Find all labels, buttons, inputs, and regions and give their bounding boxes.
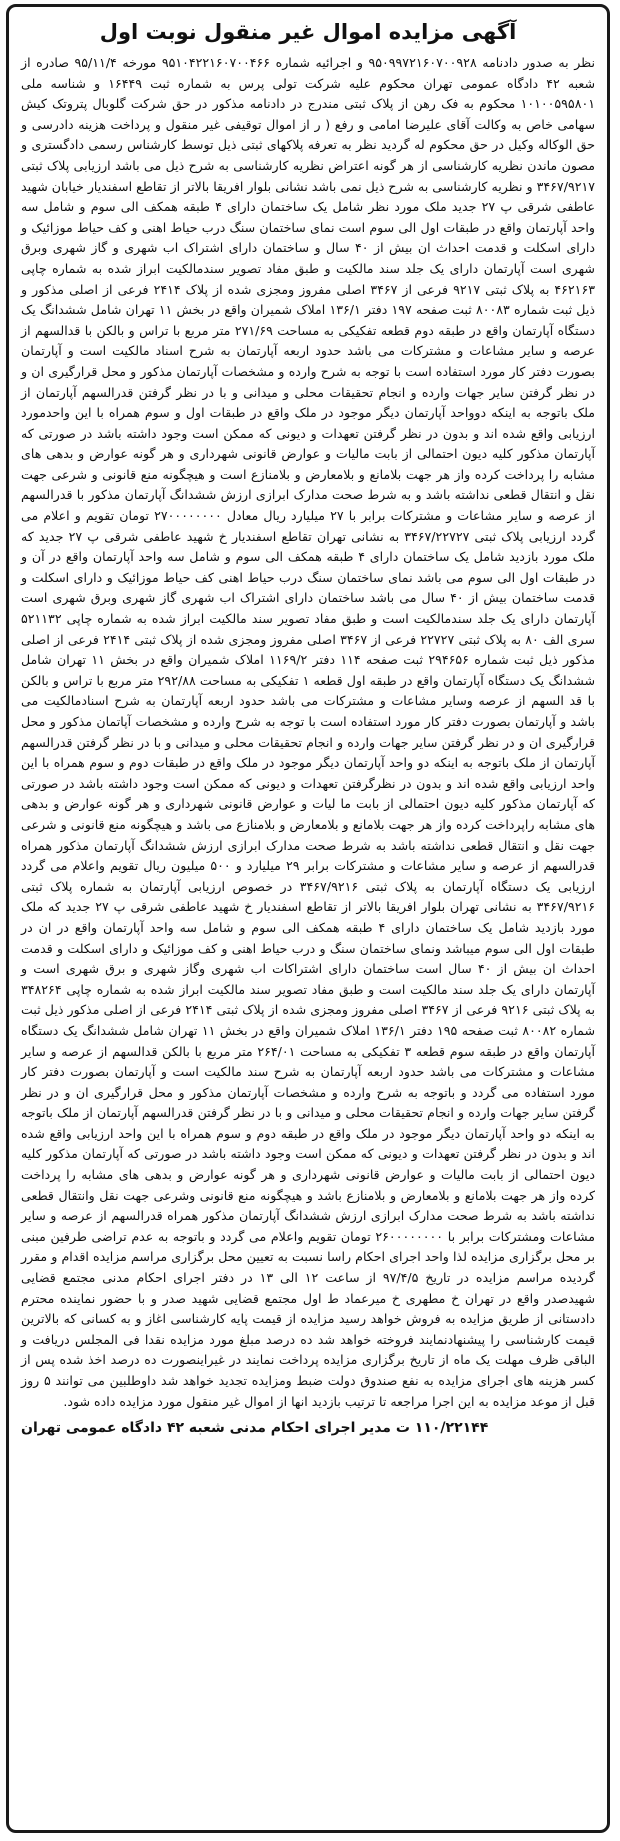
notice-body — [21, 53, 595, 1412]
auction-notice — [6, 4, 610, 1833]
notice-paragraph: نظر به صدور دادنامه ۹۵۰۹۹۷۲۱۶۰۷۰۰۹۲۸ و اجرائیه شماره ۹۵۱۰۴۲۲۱۶۰۷۰۰۴۶۶ مورخه ۹۵/۱۱/۴ صادره از شعبه ۴۲ دادگاه عمومی تهران محکوم علیه شرکت تولی پرس به شماره ثبت ۱۶۴۴۹ و شناسه ملی ۱۰۱۰۰۵۹۵۸۰۱ محکوم به فک رهن از پلاک ثبتی مندرج در دادنامه مذکور در حق شرکت گلوبال پتروتک کیش سهامی خاص به وکالت آقای علیرضا امامی و رفع ( ر از اموال توقیفی غیر منقول و پرداخت هزینه دادرسی و حق الوکاله وکیل در حق محکوم له گردید نظر به تعرفه پلاکهای ثبتی ذیل توسط کارشناس رسمی دادگستری و مصون ماندن نظریه کارشناسی از هر گونه اعتراض نظریه کارشناسی به شرح ذیل می باشد ارزیابی پلاک ثبتی ۳۴۶۷/۹۲۱۷ و نظریه کارشناسی به شرح ذیل نمی باشد نشانی بلوار افریقا بالاتر از تقاطع اسفندیار خیابان شهید عاطفی شرقی پ ۲۷ جدید ملک مورد نظر شامل یک ساختمان دارای ۴ طبقه همکف الی سوم و شامل سه واحد آپارتمان واقع در طبقات اول الی سوم است نمای ساختمان سنگ درب حیاط اهنی و کف حیاط موزائیک و دارای اسکلت و قدمت احداث ان بیش از ۴۰ سال و ساختمان دارای اشتراک اب شهری و گاز شهری وبرق شهری است آپارتمان دارای یک جلد سند مالکیت و طبق مفاد تصویر سندمالکیت ابراز شده به شماره چاپی ۴۶۲۱۶۳ به پلاک ثبتی ۹۲۱۷ فرعی از ۳۴۶۷ اصلی مفروز ومجزی شده از پلاک ۲۴۱۴ فرعی از اصلی مذکور و ذیل ثبت شماره ۸۰۰۸۳ ثبت صفحه ۱۹۷ دفتر ۱۳۶/۱ املاک شمیران واقع در بخش ۱۱ تهران شامل ششدانگ یک دستگاه آپارتمان واقع در طبقه دوم قطعه تفکیکی به مساحت ۲۷۱/۶۹ متر مربع با تراس و بالکن با قدالسهم از عرصه و سایر مشاعات و مشترکات می باشد حدود اربعه آپارتمان به شرح اسناد مالکیت است و آپارتمان بصورت دفتر کار مورد استفاده است با توجه به شرح وارده و مشخصات آپارتمان مذکور و محل قرارگیری ان و در نظر گرفتن سایر جهات وارده و انجام تحقیقات محلی و میدانی و با در نظر گرفتن قدرالسهم آپارتمان از ملک باتوجه به اینکه دوواحد آپارتمان دیگر موجود در ملک واقع در طبقات اول و سوم همراه با این واحدمورد ارزیابی واقع شده اند و بدون در نظر گرفتن تعهدات و دیونی که ممکن است وجود داشته باشد در صورتی که آپارتمان مذکور کلیه دیون احتمالی از بابت مالیات و عوارض قانونی شهرداری و هر گونه عوارض و بدهی های مشابه را پرداخت کرده واز هر جهت بلامانع و بلامعارض و بلامنازع است و هیچگونه منع قانونی و شرعی جهت نقل و انتقال قطعی نداشته باشد و به شرط صحت مدارک ابرازی ارزش ششدانگ آپارتمان مذکور با قدرالسهم از عرصه و سایر مشاعات و مشترکات برابر با ۲۷ میلیارد ریال معادل ۲۷۰۰۰۰۰۰۰۰ تومان تقویم و اعلام می گردد ارزیابی پلاک ثبتی ۳۴۶۷/۲۲۷۲۷ به نشانی تهران تقاطع اسفندیار خ شهید عاطفی شرقی پ ۲۷ جدید که ملک مورد بازدید شامل یک ساختمان دارای ۴ طبقه همکف الی سوم و شامل سه واحد آپارتمان واقع در آن و در طبقات اول الی سوم می باشد نمای ساختمان سنگ درب حیاط اهنی کف حیاط موزائیک و دارای اسکلت و قدمت ساختمان بیش از ۴۰ سال می باشد ساختمان دارای اشتراک اب شهری گاز شهری وبرق شهری است آپارتمان دارای یک جلد سندمالکیت است و طبق مفاد تصویر سند مالکیت ابراز شده به شماره چاپی ۵۲۱۱۳۲ سری الف ۸۰ به پلاک ثبتی ۲۲۷۲۷ فرعی از ۳۴۶۷ اصلی مفروز ومجزی شده از پلاک ثبتی ۲۴۱۴ فرعی از اصلی مذکور ذیل ثبت شماره ۲۹۴۶۵۶ ثبت صفحه ۱۱۴ دفتر ۱۱۶۹/۲ املاک شمیران واقع در بخش ۱۱ تهران شامل ششدانگ یک دستگاه آپارتمان واقع در طبقه اول قطعه ۱ تفکیکی به مساحت ۲۹۲/۸۸ متر مربع با تراس و بالکن با قد السهم از عرصه وسایر مشاعات و مشترکات می باشد حدود اربعه آپارتمان به شرح اسنادمالکیت می باشد و آپارتمان بصورت دفتر کار مورد استفاده است با توجه به شرح وارده و مشخصات آپاتمان مذکور و محل قرارگیری ان و در نظر گرفتن سایر جهات وارده و انجام تحقیقات محلی و میدانی و با در نظر گرفتن قدرالسهم آپارتمان از ملک باتوجه به اینکه دو واحد آپارتمان دیگر موجود در ملک واقع در طبقات دوم و سوم همراه با این واحد ارزیابی واقع شده اند و بدون در نظرگرفتن تعهدات و دیونی که ممکن است وجود داشته باشد در صورتی که آپارتمان مذکور کلیه دیون احتمالی از بابت ما لیات و عوارض قانونی شهرداری و هر گونه عوارض و بدهی های مشابه راپرداخت کرده واز هر جهت بلامانع و بلامعارض و بلامنازع می باشد و هیچگونه منع قانونی و شرعی جهت نقل و انتقال قطعی نداشته باشد به شرط صحت مدارک ابرازی ارزش ششدانگ آپارتمان مذکور همراه قدرالسهم از عرصه و سایر مشاعات و مشترکات برابر ۲۹ میلیارد و ۵۰۰ میلیون ریال تقویم واعلام می گردد ارزیابی یک دستگاه آپارتمان به پلاک ثبتی ۳۴۶۷/۹۲۱۶ در خصوص ارزیابی آپارتمان به شماره پلاک ثبتی ۳۴۶۷/۹۲۱۶ به نشانی تهران بلوار افریقا بالاتر از تقاطع اسفندیار خ شهید عاطفی شرقی پ ۲۷ جدید که ملک مورد بازدید شامل یک ساختمان دارای ۴ طبقه همکف الی سوم و شامل سه واحد آپارتمان واقع در ان در طبقات اول الی سوم میباشد ونمای ساختمان سنگ و درب حیاط اهنی و کف موزائیک و دارای اسکلت و قدمت احداث ان بیش از ۴۰ سال است ساختمان دارای اشتراکات اب شهری وگاز شهری و برق شهری است و آپارتمان دارای یک جلد سند مالکیت است و طبق مفاد تصویر سند مالکیت ابراز شده به شماره چاپی ۳۴۸۲۶۴ به پلاک ثبتی ۹۲۱۶ فرعی از ۳۴۶۷ اصلی مفروز ومجزی شده از پلاک ثبتی ۲۴۱۴ فرعی از اصلی مذکور ذیل ثبت شماره ۸۰۰۸۲ ثبت صفحه ۱۹۵ دفتر ۱۳۶/۱ املاک شمیران واقع در بخش ۱۱ تهران شامل ششدانگ یک دستگاه آپارتمان واقع در طبقه سوم قطعه ۳ تفکیکی به مساحت ۲۶۴/۰۱ متر مربع با بالکن قدالسهم از عرصه و سایر مشاعات و مشترکات می باشد حدود اربعه آپارتمان به شرح سند مالکیت است و آپارتمان بصورت دفتر کار مورد استفاده می گردد و باتوجه به شرح وارده و مشخصات آپارتمان مذکور و محل قرارگیری ان و در نظر گرفتن سایر جهات وارده و انجام تحقیقات محلی و میدانی و با در نظر گرفتن قدرالسهم آپارتمان از ملک باتوجه به اینکه دو واحد آپارتمان دیگر موجود در ملک واقع در طبقه دوم و سوم همراه با این واحد ارزیابی واقع شده اند و بدون در نظر گرفتن تعهدات و دیونی که ممکن است وجود داشته باشد در صورتی که آپارتمان مذکور کلیه دیون احتمالی از بابت مالیات و عوارض قانونی شهرداری و هر گونه عوارض و بدهی های مشابه را پرداخت کرده واز هر جهت بلامانع و بلامعارض و بلامنازع باشد و هیچگونه منع قانونی وشرعی جهت نقل وانتقال قطعی نداشته باشد به شرط صحت مدارک ابرازی ارزش ششدانگ آپارتمان مذکور همراه قدرالسهم از عرصه و سایر مشاعات ومشترکات برابر با ۲۶۰۰۰۰۰۰۰۰ تومان تقویم واعلام می گردد و باتوجه به عدم تراضی طرفین مبنی بر محل برگزاری مزایده لذا واحد اجرای احکام راسا نسبت به تعیین محل برگزاری مراسم مزایده اقدام و مقرر گردیده مراسم مزایده در تاریخ ۹۷/۴/۵ از ساعت ۱۲ الی ۱۳ در دفتر اجرای احکام مدنی مجتمع قضایی شهیدصدر واقع در تهران خ مطهری خ میرعماد ط اول مجتمع قضایی شهید صدر و با حضور نماینده محترم دادستانی از طریق مزایده به فروش خواهد رسید مزایده از قیمت پایه کارشناسی اغاز و به کسانی که بالاترین قیمت کارشناسی را پیشنهادنمایند فروخته خواهد شد ده درصد مبلغ مورد مزایده نقدا فی المجلس دریافت و الباقی ظرف مهلت یک ماه از تاریخ برگزاری مزایده پرداخت نمایند در غیراینصورت ده درصد اخذ شده پس از کسر هزینه های اجرای مزایده به نفع صندوق دولت ضبط ومزایده تجدید خواهد شد داوطلبین می توانند ۵ روز قبل از موعد مزایده به این اجرا مراجعه تا ترتیب بازدید انها از اموال غیر منقول مورد مزایده داده شود. — [21, 55, 596, 1409]
notice-title: آگهی مزایده اموال غیر منقول نوبت اول — [99, 20, 517, 44]
notice-signature: ۱۱۰/۲۲۱۴۴ ت مدیر اجرای احکام مدنی شعبه ۴۲ دادگاه عمومی تهران — [21, 1420, 489, 1437]
